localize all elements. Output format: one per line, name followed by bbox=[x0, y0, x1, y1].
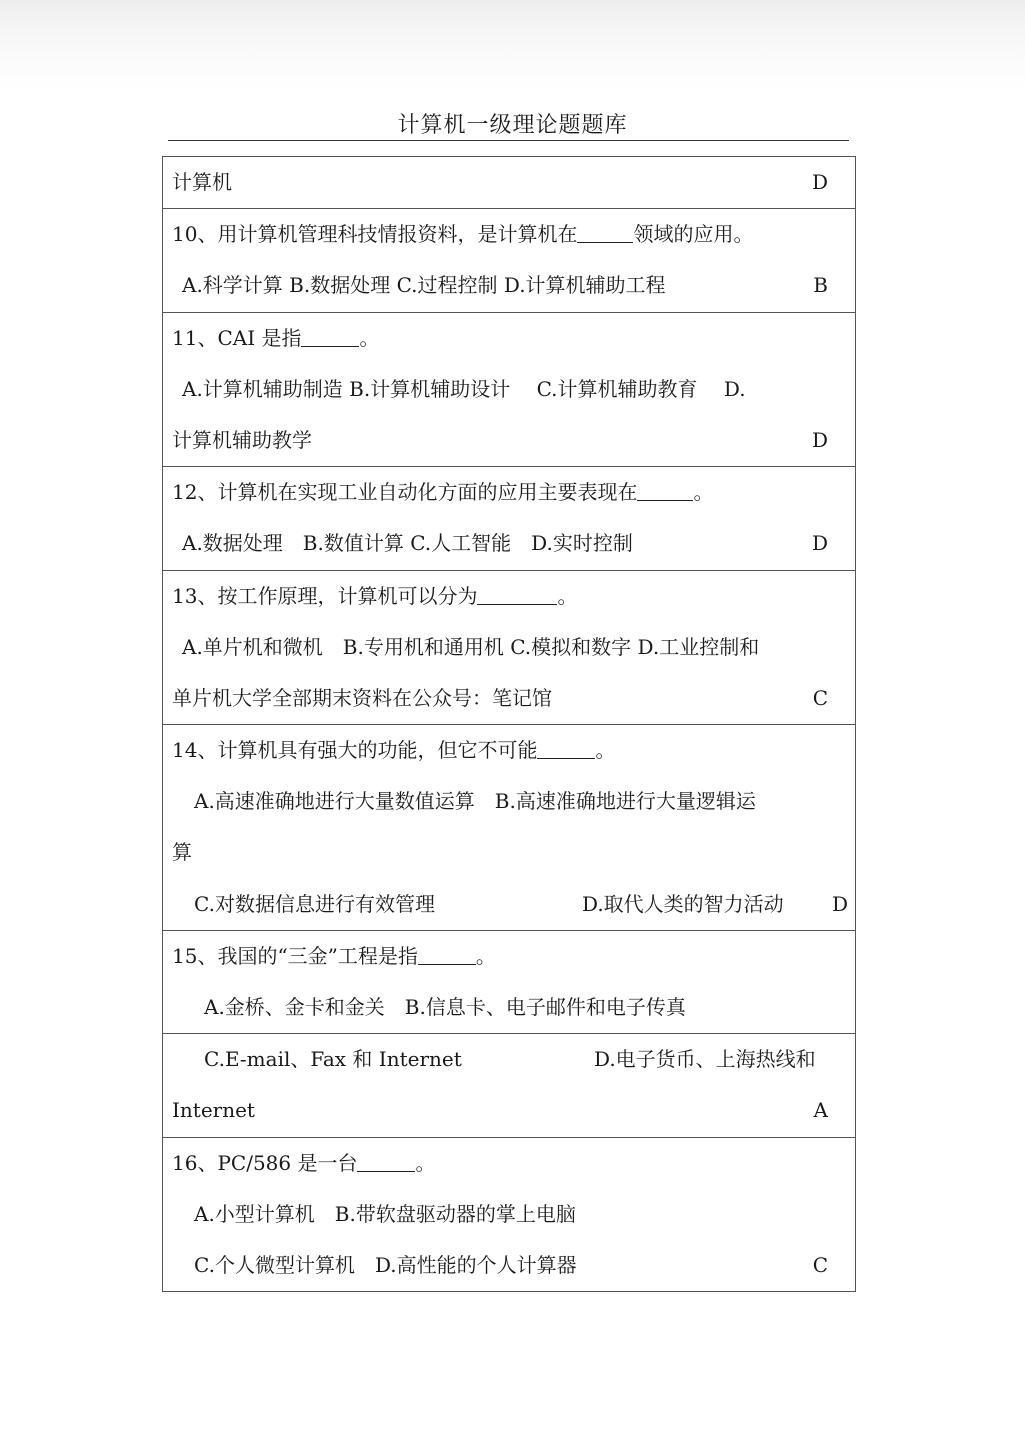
continuation-text: 计算机辅助教学 bbox=[172, 427, 312, 452]
answer-blank bbox=[477, 582, 557, 605]
question-block-13 bbox=[163, 570, 855, 725]
question-block-10 bbox=[163, 208, 855, 311]
answer-key: D bbox=[831, 891, 848, 916]
options-text: A.数据处理 B.数值计算 C.人工智能 D.实时控制 bbox=[182, 531, 633, 556]
answer-blank bbox=[577, 220, 633, 243]
options-text: A.单片机和微机 B.专用机和通用机 C.模拟和数字 D.工业控制和 bbox=[182, 634, 760, 659]
answer-blank bbox=[537, 736, 595, 759]
stem-text-end: 。 bbox=[415, 1150, 436, 1175]
options-line bbox=[172, 776, 846, 827]
continuation-text: 单片机大学全部期末资料在公众号：笔记馆 bbox=[172, 685, 552, 710]
stem-text-end: 。 bbox=[693, 480, 714, 505]
option-d-text: D.取代人类的智力活动 bbox=[582, 891, 784, 916]
answer-blank bbox=[418, 942, 476, 965]
question-stem bbox=[172, 931, 846, 982]
options-line bbox=[172, 260, 846, 311]
question-stem bbox=[172, 313, 846, 364]
answer-blank bbox=[637, 478, 693, 501]
question-block-12 bbox=[163, 466, 855, 569]
options-continuation bbox=[172, 415, 846, 466]
question-block-15-continued bbox=[163, 1033, 855, 1136]
stem-text-end: 。 bbox=[359, 325, 380, 350]
options-text: A.高速准确地进行大量数值运算 B.高速准确地进行大量逻辑运 bbox=[194, 789, 756, 814]
options-line bbox=[172, 982, 846, 1033]
answer-key: B bbox=[813, 273, 828, 298]
stem-text: 14、计算机具有强大的功能，但它不可能 bbox=[172, 738, 538, 763]
question-block-14 bbox=[163, 724, 855, 930]
stem-text-end: 。 bbox=[557, 583, 578, 608]
options-line bbox=[172, 879, 846, 930]
options-text: A.计算机辅助制造 B.计算机辅助设计 C.计算机辅助教育 D. bbox=[182, 376, 746, 401]
document-title: 计算机一级理论题题库 bbox=[397, 113, 628, 138]
options-text: A.科学计算 B.数据处理 C.过程控制 D.计算机辅助工程 bbox=[182, 273, 666, 298]
options-line bbox=[172, 518, 846, 569]
option-d-text: D.电子货币、上海热线和 bbox=[594, 1047, 816, 1072]
stem-text-end: 领域的应用。 bbox=[633, 222, 754, 247]
answer-key: D bbox=[811, 427, 828, 452]
stem-text: 13、按工作原理，计算机可以分为 bbox=[172, 583, 478, 608]
stem-text: 16、PC/586 是一台 bbox=[172, 1150, 358, 1175]
options-line bbox=[172, 364, 846, 415]
option-c-text: C.对数据信息进行有效管理 bbox=[194, 891, 435, 916]
options-line bbox=[172, 1240, 846, 1291]
question-block-continued bbox=[163, 157, 855, 208]
stem-text: 11、CAI 是指 bbox=[172, 325, 302, 350]
question-block-15 bbox=[163, 930, 855, 1033]
answer-blank bbox=[357, 1149, 415, 1172]
options-text: C.个人微型计算机 D.高性能的个人计算器 bbox=[194, 1252, 577, 1277]
answer-key: D bbox=[811, 170, 828, 194]
options-text: A.金桥、金卡和金关 B.信息卡、电子邮件和电子传真 bbox=[204, 995, 686, 1019]
option-c-text: C.E-mail、Fax 和 Internet bbox=[204, 1047, 462, 1072]
stem-text-end: 。 bbox=[475, 943, 496, 968]
continuation-text: 算 bbox=[172, 840, 192, 865]
options-continuation bbox=[172, 673, 846, 724]
stem-text: 12、计算机在实现工业自动化方面的应用主要表现在 bbox=[172, 480, 638, 505]
question-stem bbox=[172, 725, 846, 776]
question-line bbox=[172, 157, 846, 208]
answer-blank bbox=[301, 324, 359, 347]
question-stem bbox=[172, 1138, 846, 1189]
page-top-shade bbox=[0, 0, 1025, 90]
title-rule bbox=[168, 140, 849, 141]
question-stem bbox=[172, 571, 846, 622]
continued-text: 计算机 bbox=[172, 170, 232, 194]
stem-text-end: 。 bbox=[595, 738, 616, 763]
continuation-text: Internet bbox=[172, 1098, 255, 1123]
answer-key: C bbox=[812, 685, 828, 710]
options-line bbox=[172, 1034, 846, 1085]
stem-text: 10、用计算机管理科技情报资料，是计算机在 bbox=[172, 222, 578, 247]
question-stem bbox=[172, 467, 846, 518]
options-continuation bbox=[172, 827, 846, 878]
options-line bbox=[172, 622, 846, 673]
question-stem bbox=[172, 209, 846, 260]
options-continuation bbox=[172, 1085, 846, 1136]
options-text: A.小型计算机 B.带软盘驱动器的掌上电脑 bbox=[194, 1201, 576, 1226]
answer-key: C bbox=[812, 1252, 828, 1277]
question-table bbox=[162, 156, 856, 1292]
answer-key: A bbox=[813, 1098, 828, 1123]
answer-key: D bbox=[811, 531, 828, 556]
stem-text: 15、我国的“三金”工程是指 bbox=[172, 943, 418, 968]
question-block-11 bbox=[163, 312, 855, 467]
question-block-16 bbox=[163, 1137, 855, 1292]
options-line bbox=[172, 1189, 846, 1240]
